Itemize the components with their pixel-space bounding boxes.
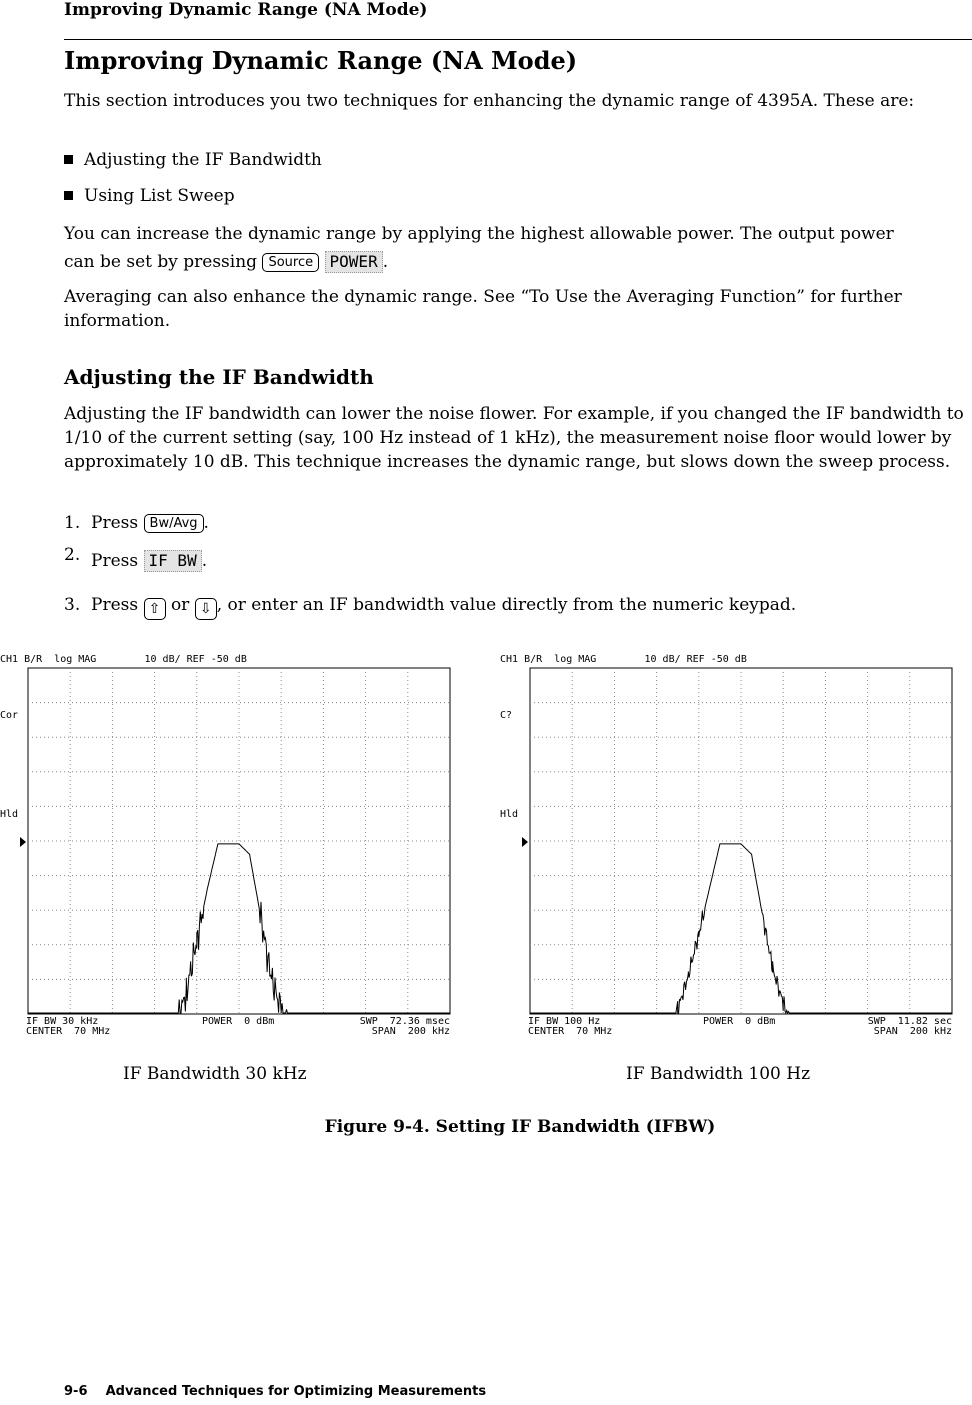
step-or: or <box>170 595 190 615</box>
averaging-paragraph: Averaging can also enhance the dynamic range. See “To Use the Averaging Function” for further information. <box>64 287 902 331</box>
chart-grid <box>28 668 450 1014</box>
header-rule <box>64 39 972 40</box>
ifbw-100hz-chart <box>500 648 960 1038</box>
chart-side-mid: Hld <box>0 809 19 820</box>
step-text-after: , or enter an IF bandwidth value directly from the numeric keypad. <box>216 595 797 615</box>
bw-avg-key[interactable]: Bw/Avg <box>144 514 204 533</box>
chart-caption-right: IF Bandwidth 100 Hz <box>626 1064 811 1084</box>
reference-marker-icon <box>20 837 26 847</box>
ifbw-30khz-chart <box>0 648 460 1038</box>
intro-paragraph: This section introduces you two techniques for enhancing the dynamic range of 4395A. These are: <box>64 91 915 111</box>
reference-marker-icon <box>522 837 528 847</box>
square-bullet-icon <box>64 191 73 200</box>
if-bw-softkey[interactable]: IF BW <box>144 550 202 572</box>
chart-bottom-left2: CENTER 70 MHz <box>528 1026 613 1037</box>
chart-bottom-mid: POWER 0 dBm <box>202 1016 275 1027</box>
step-number: 1. <box>64 513 81 533</box>
chart-caption-left: IF Bandwidth 30 kHz <box>123 1064 307 1084</box>
chart-bottom-left1: IF BW 30 kHz <box>26 1016 99 1027</box>
chart-bottom-mid: POWER 0 dBm <box>703 1016 776 1027</box>
page-footer: 9-6 Advanced Techniques for Optimizing Measurements <box>64 1384 487 1399</box>
chart-side-top: C? <box>500 710 513 721</box>
chart-bottom-left1: IF BW 100 Hz <box>528 1016 601 1027</box>
power-text: You can increase the dynamic range by applying the highest allowable power. The output power can be set by pressing <box>64 224 894 272</box>
chart-bottom-right2: SPAN 200 kHz <box>371 1026 450 1037</box>
up-arrow-key-icon[interactable]: ⇧ <box>144 598 166 620</box>
step-text: Press <box>91 551 139 571</box>
step-2 <box>64 545 208 573</box>
chart-grid <box>530 668 952 1014</box>
step-number: 3. <box>64 595 81 615</box>
section-heading: Adjusting the IF Bandwidth <box>64 365 374 389</box>
step-number: 2. <box>64 545 81 565</box>
step-period: . <box>201 551 208 571</box>
bullet-item <box>64 148 322 172</box>
chart-top-label: CH1 B/R log MAG 10 dB/ REF -50 dB <box>0 654 247 665</box>
step-text: Press <box>91 595 139 615</box>
bullet-text: Adjusting the IF Bandwidth <box>84 150 322 170</box>
bullet-item <box>64 184 235 208</box>
chart-bottom-right1: SWP 11.82 sec <box>867 1016 952 1027</box>
chart-bottom-left2: CENTER 70 MHz <box>26 1026 111 1037</box>
source-key[interactable]: Source <box>262 253 319 272</box>
step-text: Press <box>91 513 139 533</box>
bullet-text: Using List Sweep <box>84 186 235 206</box>
chart-side-top: Cor <box>0 710 19 721</box>
power-softkey[interactable]: POWER <box>325 251 383 273</box>
down-arrow-key-icon[interactable]: ⇩ <box>195 598 217 620</box>
step-period: . <box>203 513 209 533</box>
section-paragraph: Adjusting the IF bandwidth can lower the noise flower. For example, if you changed the IF bandwidth to 1/10 of the current setting (say, 100 Hz instead of 1 kHz), the measurement noise floor would lower by approximately 10 dB. This technique increases the dynamic range, but slows down the sweep process. <box>64 404 964 472</box>
running-header: Improving Dynamic Range (NA Mode) <box>64 0 428 20</box>
chart-side-mid: Hld <box>500 809 519 820</box>
page-title: Improving Dynamic Range (NA Mode) <box>64 46 578 75</box>
chart-bottom-right1: SWP 72.36 msec <box>359 1016 450 1027</box>
power-period: . <box>382 252 389 272</box>
figure-caption: Figure 9-4. Setting IF Bandwidth (IFBW) <box>324 1117 716 1137</box>
step-1 <box>64 511 209 535</box>
step-3 <box>64 593 796 620</box>
chart-top-label: CH1 B/R log MAG 10 dB/ REF -50 dB <box>500 654 747 665</box>
power-paragraph <box>64 220 924 276</box>
chart-bottom-right2: SPAN 200 kHz <box>873 1026 952 1037</box>
square-bullet-icon <box>64 155 73 164</box>
